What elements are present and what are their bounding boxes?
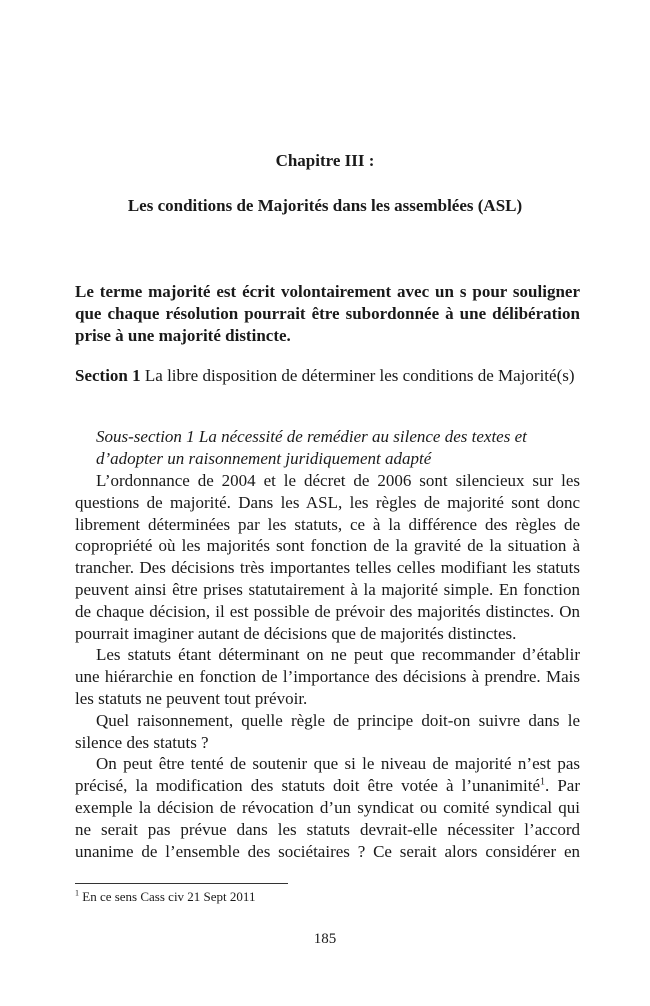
chapter-label: Chapitre III :	[275, 151, 375, 170]
footnote-text: En ce sens Cass civ 21 Sept 2011	[79, 889, 256, 904]
paragraph-2: Les statuts étant déterminant on ne peut que recommander d’établir une hiérarchie en fonction de l’importance des décisions à prendre. Mais les statuts ne peuvent tout prévoir.	[75, 645, 580, 708]
page-number: 185	[313, 931, 337, 947]
paragraph-3: Quel raisonnement, quelle règle de principe doit-on suivre dans le silence des statuts ?	[75, 710, 580, 752]
footnote	[75, 889, 255, 905]
footnote-divider	[75, 883, 288, 884]
footnote-marker: 1	[75, 888, 79, 898]
subsection-line-1: Sous-section 1 La nécessité de remédier au silence des textes et	[96, 427, 527, 446]
subsection-heading	[96, 426, 566, 470]
section-heading	[75, 365, 580, 387]
paragraph-1: L’ordonnance de 2004 et le décret de 2006 sont silencieux sur les questions de majorité. Dans les ASL, les règles de majorité sont donc librement déterminées par les statuts, ce à la différence des règles de copropriété où les majorités sont fonction de la gravité de la situation à trancher. Des décisions très importantes telles celles modifiant les statuts peuvent ainsi être prises statutairement à la majorité simple. En fonction de chaque décision, il est possible de prévoir des majorités distinctes. On pourrait imaginer autant de décisions que de majorités distinctes.	[75, 471, 580, 643]
paragraph-4-part-1: On peut être tenté de soutenir que si le niveau de majorité n’est pas précisé, la modification des statuts doit être votée à l’unanimité	[75, 754, 580, 796]
section-label: Section 1	[75, 366, 141, 385]
chapter-title: Les conditions de Majorités dans les assemblées (ASL)	[127, 196, 523, 215]
footnote-reference[interactable]: 1	[540, 776, 545, 788]
section-title: La libre disposition de déterminer les conditions de Majorité(s)	[144, 366, 575, 385]
body-text	[75, 470, 580, 862]
chapter-intro: Le terme majorité est écrit volontairement avec un s pour souligner que chaque résolution pourrait être subordonnée à une délibération prise à une majorité distincte.	[75, 282, 580, 345]
subsection-line-2: d’adopter un raisonnement juridiquement adapté	[96, 449, 432, 468]
paragraph-4-part-2: . Par exemple la décision de révocation d’un syndicat ou comité syndical qui ne serait pas prévue dans les statuts devrait-elle nécessiter l’accord unanime de l’ensemble des sociétaires ? Ce serait alors considérer en	[75, 776, 580, 861]
paragraph-4	[75, 753, 580, 862]
